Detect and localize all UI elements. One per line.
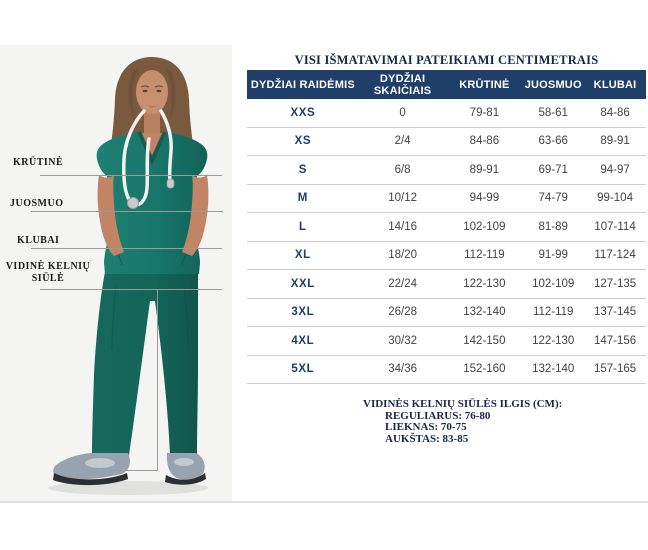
table-row	[247, 99, 646, 127]
size-value-cell: 84-86	[584, 99, 646, 127]
table-row	[247, 184, 646, 213]
pants	[92, 267, 198, 455]
table-row	[247, 298, 646, 327]
size-letter-cell: XS	[247, 127, 359, 156]
size-value-cell: 107-114	[584, 213, 646, 242]
size-value-cell: 0	[359, 99, 447, 127]
hips-label: KLUBAI	[17, 235, 60, 246]
waist-label: JUOSMUO	[10, 198, 64, 209]
size-value-cell: 2/4	[359, 127, 447, 156]
size-letter-cell: XXS	[247, 99, 359, 127]
inseam-vertical-line	[157, 289, 158, 470]
size-letter-cell: L	[247, 213, 359, 242]
size-value-cell: 122-130	[522, 327, 584, 356]
size-table-body	[247, 99, 646, 384]
size-value-cell: 69-71	[522, 156, 584, 185]
size-value-cell: 147-156	[584, 327, 646, 356]
inseam-label-line2: SIŪLĖ	[31, 273, 65, 284]
size-value-cell: 157-165	[584, 355, 646, 384]
size-value-cell: 122-130	[446, 270, 522, 299]
inseam-label	[2, 261, 94, 285]
header-sizes-numbers: DYDŽIAI SKAIČIAIS	[359, 70, 447, 99]
stethoscope-connector	[167, 179, 174, 188]
size-value-cell: 152-160	[446, 355, 522, 384]
header-hips: KLUBAI	[584, 70, 646, 99]
left-eye	[143, 90, 148, 92]
size-value-cell: 89-91	[584, 127, 646, 156]
size-value-cell: 58-61	[522, 99, 584, 127]
inseam-info-regular: REGULIARUS: 76-80	[385, 409, 491, 422]
size-letter-cell: XL	[247, 241, 359, 270]
inseam-info-tall: AUKŠTAS: 83-85	[385, 432, 469, 445]
waist-measure-line	[31, 211, 223, 212]
size-value-cell: 84-86	[446, 127, 522, 156]
size-value-cell: 94-97	[584, 156, 646, 185]
table-row	[247, 270, 646, 299]
table-row	[247, 127, 646, 156]
size-table	[247, 70, 646, 384]
table-row	[247, 156, 646, 185]
size-value-cell: 112-119	[522, 298, 584, 327]
size-value-cell: 99-104	[584, 184, 646, 213]
right-eye	[157, 90, 162, 92]
size-table-panel	[247, 53, 646, 445]
size-letter-cell: M	[247, 184, 359, 213]
size-value-cell: 14/16	[359, 213, 447, 242]
size-value-cell: 91-99	[522, 241, 584, 270]
size-value-cell: 30/32	[359, 327, 447, 356]
size-letter-cell: XXL	[247, 270, 359, 299]
header-sizes-letters: DYDŽIAI RAIDĖMIS	[247, 70, 359, 99]
size-value-cell: 117-124	[584, 241, 646, 270]
size-table-header-row	[247, 70, 646, 99]
left-shoe-laces	[85, 458, 115, 468]
bottom-divider-line	[0, 501, 648, 503]
table-row	[247, 213, 646, 242]
size-value-cell: 26/28	[359, 298, 447, 327]
size-value-cell: 81-89	[522, 213, 584, 242]
size-value-cell: 132-140	[446, 298, 522, 327]
table-row	[247, 327, 646, 356]
inseam-info-block	[363, 399, 646, 445]
size-value-cell: 74-79	[522, 184, 584, 213]
inseam-bottom-tick-line	[110, 470, 158, 471]
table-row	[247, 241, 646, 270]
header-chest: KRŪTINĖ	[446, 70, 522, 99]
right-shoe-laces	[174, 458, 194, 466]
size-value-cell: 142-150	[446, 327, 522, 356]
right-shoe	[167, 453, 205, 480]
size-value-cell: 89-91	[446, 156, 522, 185]
size-value-cell: 112-119	[446, 241, 522, 270]
size-value-cell: 10/12	[359, 184, 447, 213]
stethoscope-chestpiece	[128, 198, 139, 209]
size-value-cell: 79-81	[446, 99, 522, 127]
inseam-label-line1: VIDINĖ KELNIŲ	[5, 261, 91, 272]
size-value-cell: 63-66	[522, 127, 584, 156]
size-value-cell: 137-145	[584, 298, 646, 327]
chest-label: KRŪTINĖ	[13, 157, 64, 168]
chest-measure-line	[40, 175, 222, 176]
size-letter-cell: S	[247, 156, 359, 185]
size-value-cell: 127-135	[584, 270, 646, 299]
size-value-cell: 94-99	[446, 184, 522, 213]
table-row	[247, 355, 646, 384]
size-value-cell: 102-109	[522, 270, 584, 299]
page-title: VISI IŠMATAVIMAI PATEIKIAMI CENTIMETRAIS	[294, 53, 599, 67]
size-letter-cell: 5XL	[247, 355, 359, 384]
inseam-info-heading: VIDINĖS KELNIŲ SIŪLĖS ILGIS (CM):	[363, 398, 563, 410]
size-letter-cell: 4XL	[247, 327, 359, 356]
size-letter-cell: 3XL	[247, 298, 359, 327]
size-value-cell: 102-109	[446, 213, 522, 242]
size-value-cell: 22/24	[359, 270, 447, 299]
inseam-info-slim: LIEKNAS: 70-75	[385, 421, 467, 433]
inseam-measure-line	[40, 289, 222, 290]
size-value-cell: 6/8	[359, 156, 447, 185]
size-value-cell: 132-140	[522, 355, 584, 384]
hips-measure-line	[31, 248, 222, 249]
size-value-cell: 34/36	[359, 355, 447, 384]
header-waist: JUOSMUO	[522, 70, 584, 99]
size-value-cell: 18/20	[359, 241, 447, 270]
